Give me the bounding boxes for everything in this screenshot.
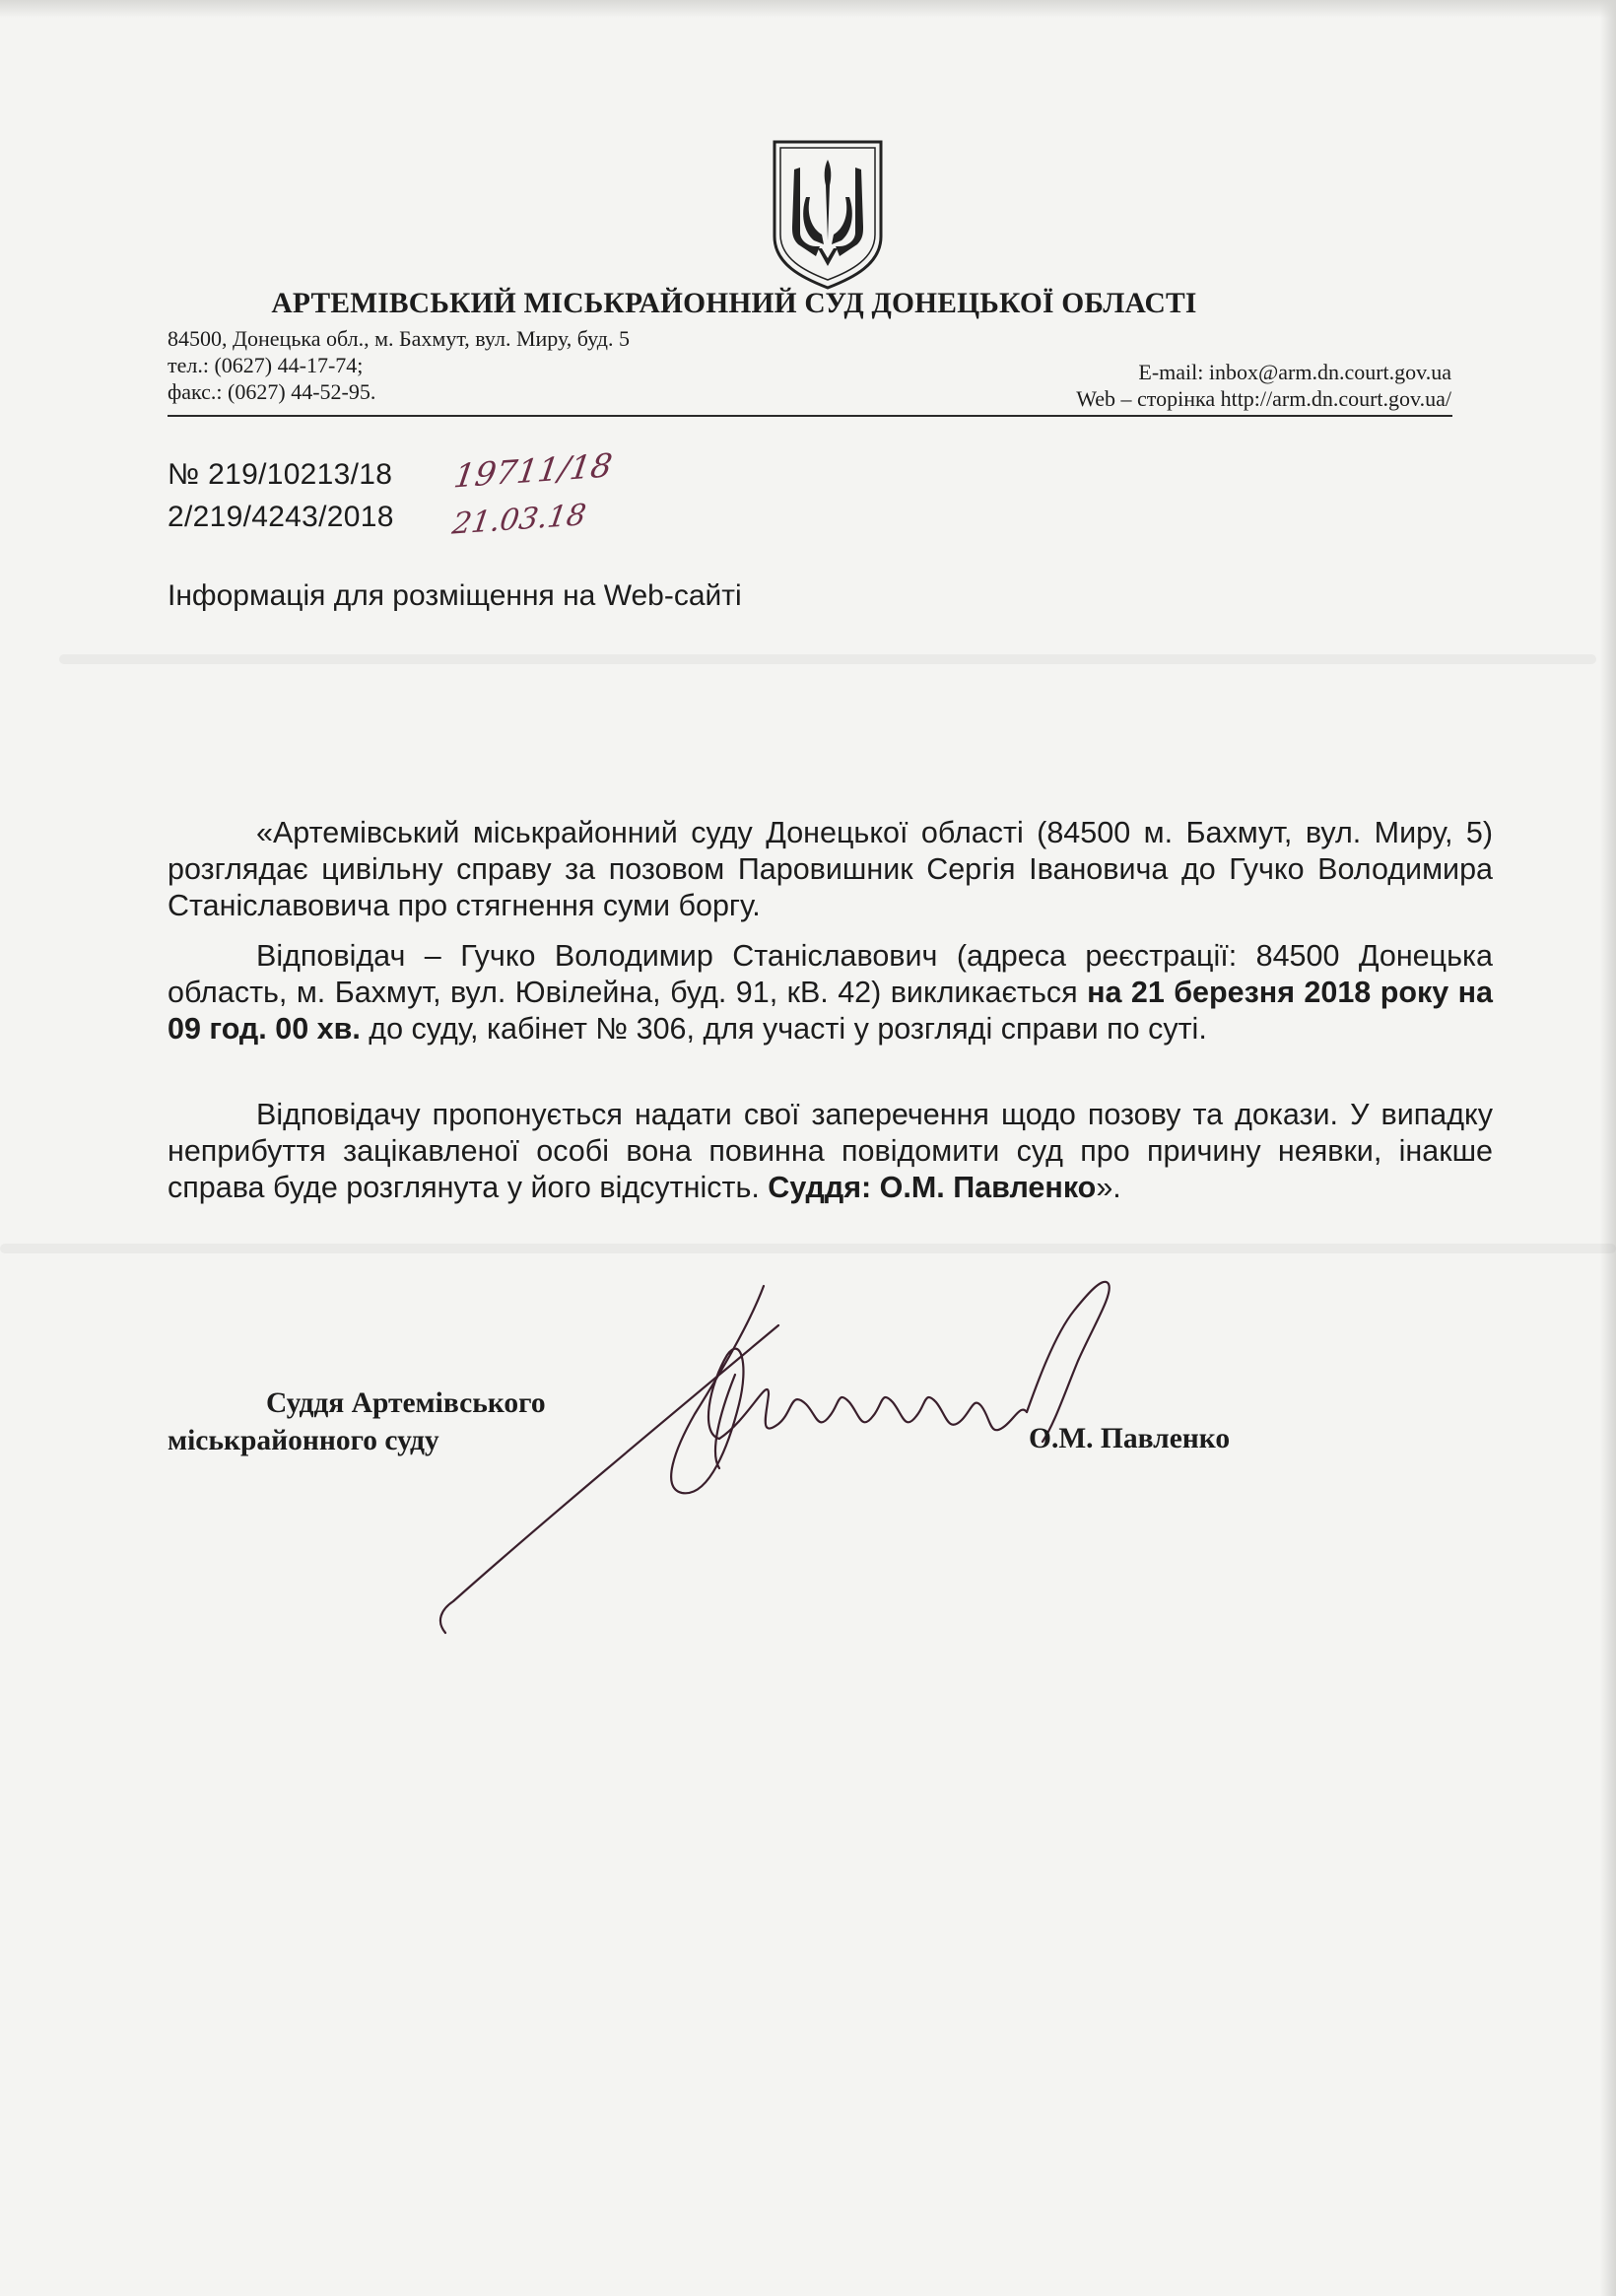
court-title: АРТЕМІВСЬКИЙ МІСЬКРАЙОННИЙ СУД ДОНЕЦЬКОЇ ОБЛАСТІ bbox=[271, 288, 1197, 319]
judge-reference: Суддя: О.М. Павленко bbox=[768, 1171, 1097, 1204]
judge-title bbox=[168, 1384, 546, 1459]
proceeding-number: 2/219/4243/2018 bbox=[168, 501, 394, 533]
court-fax: факс.: (0627) 44-52-95. bbox=[168, 379, 376, 404]
notice-paragraph-3-text: Відповідачу пропонується надати свої заперечення щодо позову та докази. У випадку неприбуття зацікавленої особі вона повинна повідомити суд про причину неявки, інакше справа буде розглянута у його відсутність. bbox=[168, 1098, 1493, 1204]
court-contacts-right bbox=[1076, 359, 1451, 412]
notice-paragraph-1 bbox=[168, 815, 1493, 924]
court-address: 84500, Донецька обл., м. Бахмут, вул. Миру, буд. 5 bbox=[168, 326, 630, 351]
page-edge-right bbox=[1600, 0, 1616, 2296]
court-phone: тел.: (0627) 44-17-74; bbox=[168, 353, 364, 377]
document-subject: Інформація для розміщення на Web-сайті bbox=[168, 579, 742, 612]
notice-paragraph-1-text: «Артемівський міськрайонний суду Донецької області (84500 м. Бахмут, вул. Миру, 5) розглядає цивільну справу за позовом Паровишник Сергія Івановича до Гучко Володимира Станіславовича про стягнення суми боргу. bbox=[168, 816, 1493, 922]
handwritten-date: 21.03.18 bbox=[449, 498, 588, 542]
court-contacts-left bbox=[168, 325, 630, 405]
coat-of-arms-emblem bbox=[771, 138, 885, 291]
header-divider bbox=[168, 415, 1452, 417]
judge-title-line-1: Суддя Артемівського bbox=[266, 1387, 546, 1419]
notice-paragraph-2-tail: до суду, кабінет № 306, для участі у розгляді справи по суті. bbox=[360, 1012, 1207, 1046]
judge-title-line-2: міськрайонного суду bbox=[168, 1425, 439, 1456]
scan-smudge bbox=[59, 654, 1596, 664]
scan-smudge bbox=[0, 1244, 1616, 1253]
case-number: № 219/10213/18 bbox=[168, 458, 393, 491]
court-website: Web – сторінка http://arm.dn.court.gov.ua/ bbox=[1076, 386, 1451, 411]
notice-paragraph-3 bbox=[168, 1097, 1493, 1206]
hearing-datetime: на 21 березня 2018 року на 09 год. 00 хв. bbox=[168, 976, 1493, 1046]
notice-paragraph-2-text: Відповідач – Гучко Володимир Станіславович (адреса реєстрації: 84500 Донецька область, м. Бахмут, вул. Ювілейна, буд. 91, кВ. 42) викликається bbox=[168, 939, 1493, 1009]
judge-name: О.М. Павленко bbox=[1029, 1423, 1231, 1454]
notice-paragraph-3-end: ». bbox=[1096, 1171, 1121, 1204]
court-email: E-mail: inbox@arm.dn.court.gov.ua bbox=[1138, 360, 1451, 384]
notice-paragraph-2 bbox=[168, 938, 1493, 1047]
handwritten-incoming-number: 19711/18 bbox=[451, 445, 615, 496]
page-edge-top bbox=[0, 0, 1616, 18]
